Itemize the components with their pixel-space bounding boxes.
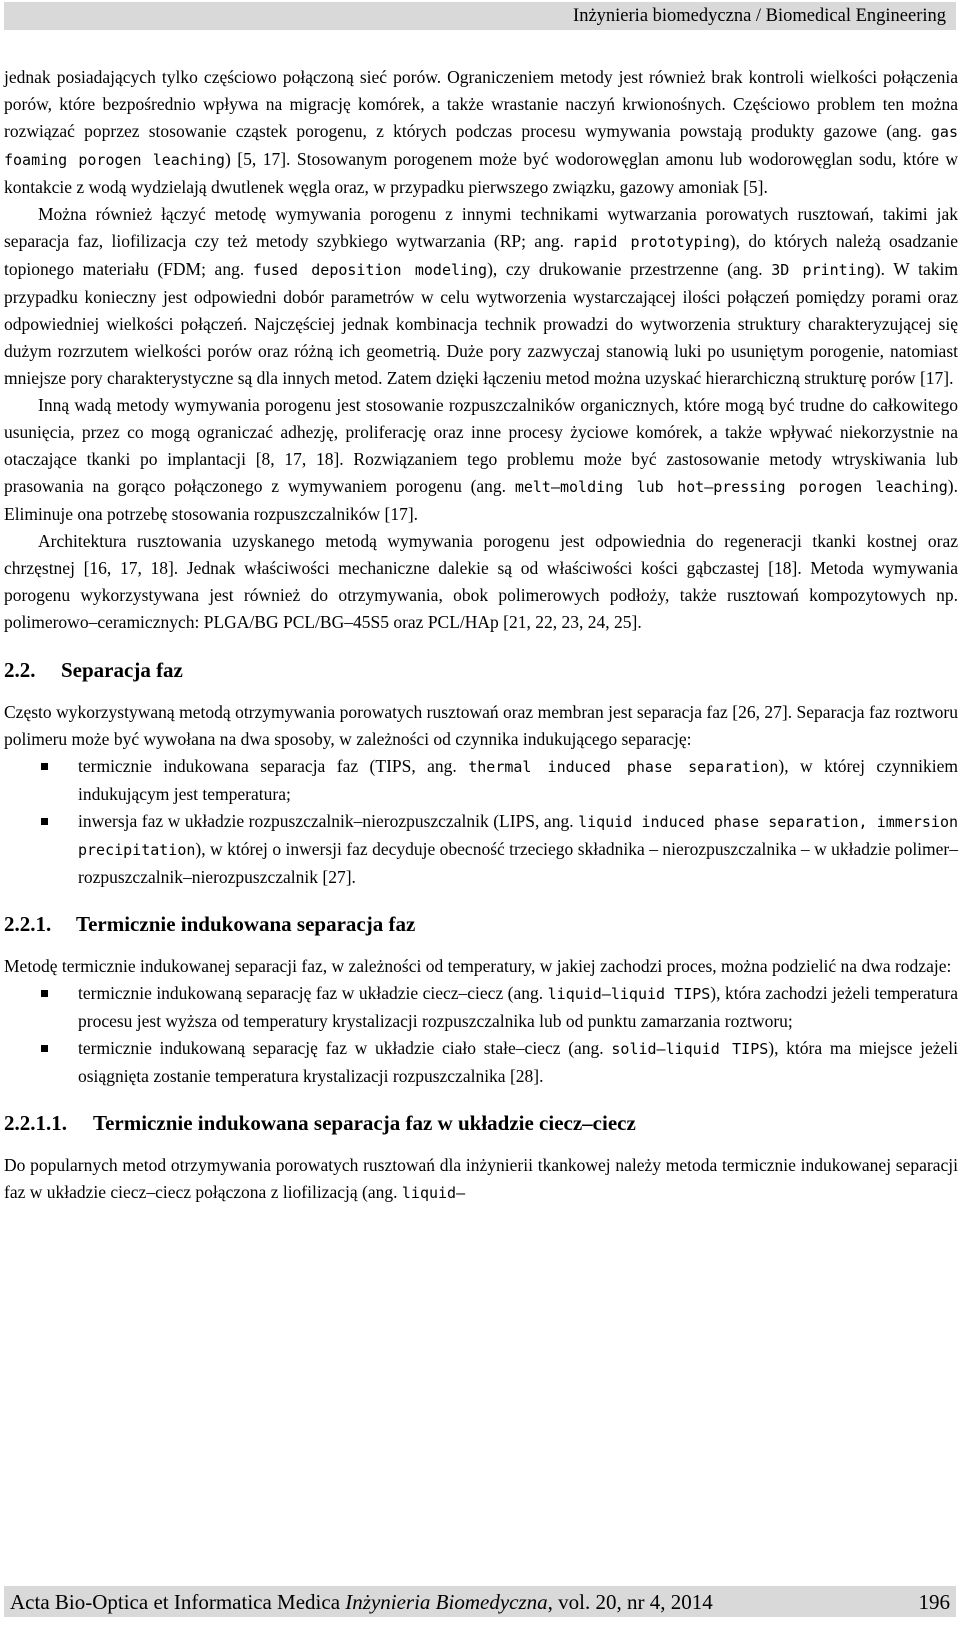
page-footer (4, 1586, 956, 1617)
journal-section-title: Inżynieria biomedyczna / Biomedical Engineering (573, 6, 946, 26)
section-heading-2-2-1-1: 2.2.1.1. Termicznie indukowana separacja faz w układzie ciecz–ciecz (4, 1111, 636, 1135)
section-heading-2-2: 2.2. Separacja faz (4, 658, 183, 682)
list-item: termicznie indukowaną separację faz w układzie ciecz–ciecz (ang. liquid–liquid TIPS), która zachodzi jeżeli temperatura procesu jest wyższa od temperatury krystalizacji rozpuszczalnika lub od punktu zamarzania roztworu; (4, 980, 958, 1035)
page-header (4, 2, 956, 30)
section-heading-2-2-1: 2.2.1. Termicznie indukowana separacja faz (4, 912, 416, 936)
paragraph-combined-methods: Można również łączyć metodę wymywania porogenu z innymi technikami wytwarzania porowatych rusztowań, takimi jak separacja faz, liofilizacja czy też metody szybkiego wytwarzania (RP; ang. rapid prototyping), do których należą osadzanie topionego materiału (FDM; ang. fused deposition modeling), czy drukowanie przestrzenne (ang. 3D printing). W takim przypadku konieczny jest odpowiedni dobór parametrów w celu wytworzenia wystarczającej ilości połączeń pomiędzy porami oraz odpowiedniej wielkości połączeń. Najczęściej jednak kombinacja technik prowadzi do wytworzenia struktury charakteryzującej się dużym rozrzutem wielkości porów oraz różną ich geometrią. Duże pory zazwyczaj stanowią luki po usuniętym porogenie, natomiast mniejsze pory charakterystyczne są dla innych metod. Zatem dzięki łączeniu metod można uzyskać hierarchiczną strukturę porów [17]. (4, 204, 958, 388)
tips-types-list (4, 980, 958, 1090)
bullet-icon (41, 818, 48, 825)
paragraph-phase-separation: Często wykorzystywaną metodą otrzymywania porowatych rusztowań oraz membran jest separacja faz [26, 27]. Separacja faz roztworu polimeru może być wywołana na dwa sposoby, w zależności od czynnika indukującego separację: (4, 702, 958, 749)
list-item: termicznie indukowana separacja faz (TIPS, ang. thermal induced phase separation), w której czynnikiem indukującym jest temperatura; (4, 753, 958, 808)
paragraph-tips-types: Metodę termicznie indukowanej separacji faz, w zależności od temperatury, w jakiej zachodzi proces, można podzielić na dwa rodzaje: (4, 956, 952, 976)
bullet-icon (41, 990, 48, 997)
phase-separation-list (4, 753, 958, 891)
list-item: termicznie indukowaną separację faz w układzie ciało stałe–ciecz (ang. solid–liquid TIPS), która ma miejsce jeżeli osiągnięta zostanie temperatura krystalizacji rozpuszczalnika [28]. (4, 1035, 958, 1090)
article-body (4, 64, 958, 1207)
bullet-icon (41, 1045, 48, 1052)
journal-citation: Acta Bio-Optica et Informatica Medica Inżynieria Biomedyczna, vol. 20, nr 4, 2014 (10, 1590, 713, 1614)
page-number: 196 (918, 1590, 950, 1614)
bullet-icon (41, 763, 48, 770)
paragraph-solvents: Inną wadą metody wymywania porogenu jest stosowanie rozpuszczalników organicznych, które mogą być trudne do całkowitego usunięcia, przez co mogą ograniczać adhezję, proliferację oraz inne procesy życiowe komórek, a także wpływać niekorzystnie na otaczające tkanki po implantacji [8, 17, 18]. Rozwiązaniem tego problemu może być zastosowanie metody wtryskiwania lub prasowania na gorąco połączonego z wymywaniem porogenu (ang. melt–molding lub hot–pressing porogen leaching). Eliminuje ona potrzebę stosowania rozpuszczalników [17]. (4, 395, 958, 524)
paragraph-architecture: Architektura rusztowania uzyskanego metodą wymywania porogenu jest odpowiednia do regeneracji tkanki kostnej oraz chrzęstnej [16, 17, 18]. Jednak właściwości mechaniczne dalekie są od właściwości kości gąbczastej [18]. Metoda wymywania porogenu wykorzystywana jest również do otrzymywania, obok polimerowych podłoży, także rusztowań kompozytowych np. polimerowo–ceramicznych: PLGA/BG PCL/BG–45S5 oraz PCL/HAp [21, 22, 23, 24, 25]. (4, 531, 958, 632)
paragraph-porogen-gas: jednak posiadających tylko częściowo połączoną sieć porów. Ograniczeniem metody jest również brak kontroli wielkości połączenia porów, które bezpośrednio wpływa na migrację komórek, a także wrastanie naczyń krwionośnych. Częściowo problem ten można rozwiązać poprzez stosowanie cząstek porogenu, z których podczas procesu wymywania powstają produkty gazowe (ang. gas foaming porogen leaching) [5, 17]. Stosowanym porogenem może być wodorowęglan amonu lub wodorowęglan sodu, które w kontakcie z wodą wydzielają dwutlenek węgla oraz, w przypadku pierwszego związku, gazowy amoniak [5]. (4, 67, 958, 197)
paragraph-liquid-liquid-tips: Do popularnych metod otrzymywania porowatych rusztowań dla inżynierii tkankowej należy metoda termicznie indukowanej separacji faz w układzie ciecz–ciecz połączona z liofilizacją (ang. liquid– (4, 1155, 958, 1202)
list-item: inwersja faz w układzie rozpuszczalnik–nierozpuszczalnik (LIPS, ang. liquid induced phase separation, immersion precipitation), w której o inwersji faz decyduje obecność trzeciego składnika – nierozpuszczalnika – w układzie polimer–rozpuszczalnik–nierozpuszczalnik [27]. (4, 808, 958, 891)
